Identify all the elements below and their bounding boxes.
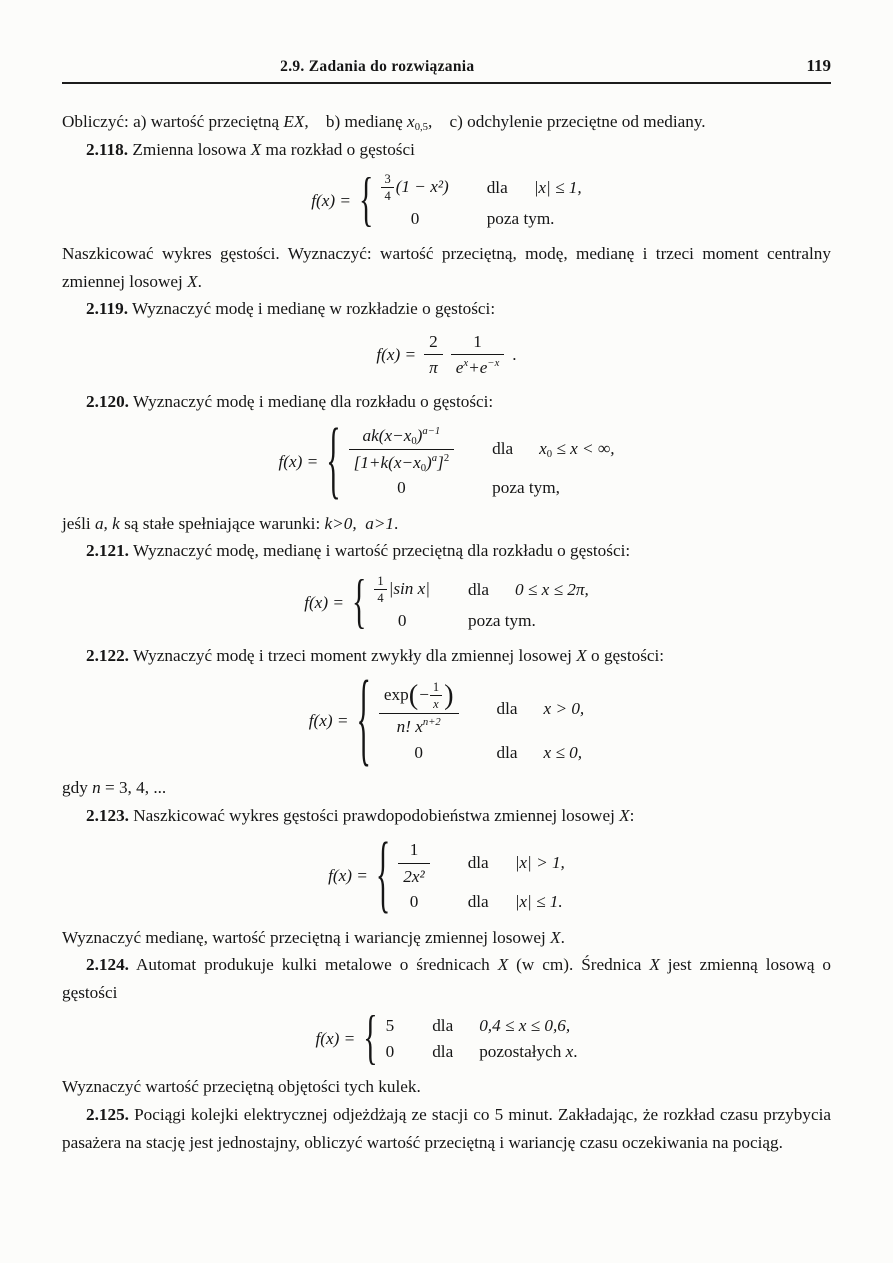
condition-word: dla <box>467 892 489 912</box>
section-title: 2.9. Zadania do rozwiązania <box>280 58 475 75</box>
problem-number: 2.118. <box>86 139 129 159</box>
case-row <box>374 572 588 608</box>
equation <box>278 412 615 508</box>
math-expression: e <box>455 358 464 378</box>
math-var: X <box>550 927 561 947</box>
fraction <box>430 680 442 712</box>
condition-word: dla <box>496 742 518 762</box>
case-row <box>381 170 581 206</box>
superscript: a−1 <box>422 426 441 438</box>
problem-2-119 <box>62 295 831 323</box>
case-row <box>386 1039 578 1065</box>
fraction-numerator: 1 <box>451 330 505 356</box>
cases-brace: { <box>363 1004 378 1071</box>
fraction-denominator <box>451 355 505 379</box>
fraction-denominator: 4 <box>384 189 391 204</box>
case-row <box>349 475 615 501</box>
math-expression: 0 <box>410 208 420 228</box>
subscript: 0 <box>546 448 553 460</box>
condition-math: ≤ x < ∞, <box>552 439 615 459</box>
math-var: a, k <box>94 513 120 533</box>
paragraph-after-2-123 <box>62 924 831 952</box>
math-expression: 0 <box>397 610 407 630</box>
case-row <box>374 608 588 634</box>
subscript: 0 <box>411 436 417 447</box>
equation-lhs: f(x) = <box>376 344 417 364</box>
cases-brace: { <box>326 412 341 508</box>
minus-sign: − <box>418 684 430 704</box>
fraction-numerator: 1 <box>374 574 386 590</box>
text-run: jest zmienną losową o gęstości <box>62 955 831 1002</box>
problem-number: 2.121. <box>86 541 129 561</box>
formula-2-121 <box>62 568 831 635</box>
fraction <box>349 424 455 473</box>
fraction-denominator: x <box>433 697 439 712</box>
cases-rows <box>374 572 588 633</box>
text-run: gdy <box>62 778 93 798</box>
superscript: a <box>431 452 438 464</box>
equation <box>311 166 582 233</box>
fraction <box>398 838 429 887</box>
equation <box>328 826 565 923</box>
math-expression: 5 <box>385 1016 395 1036</box>
formula-2-118 <box>62 166 831 233</box>
problem-number: 2.124. <box>86 955 129 975</box>
math-var: X <box>576 646 587 666</box>
condition-math: x > 0, <box>543 698 585 718</box>
cases-brace: { <box>375 826 391 923</box>
text-run: Zmienna losowa <box>128 139 251 159</box>
text-run: Automat produkuje kulki metalowe o średnicach <box>128 955 498 975</box>
case-row <box>379 740 584 766</box>
equation-lhs: f(x) = <box>315 1029 356 1049</box>
text-run: = 3, 4, ... <box>100 778 167 798</box>
cases-rows <box>381 170 581 231</box>
paragraph-after-2-122 <box>62 774 831 802</box>
condition-math: 0,4 ≤ x ≤ 0,6, <box>479 1016 571 1036</box>
problem-number: 2.120. <box>86 391 129 411</box>
math-expression: 0 <box>385 1041 395 1061</box>
fraction-denominator <box>349 450 455 474</box>
math-expression: ) <box>426 452 432 472</box>
formula-2-124 <box>62 1004 831 1071</box>
case-condition <box>468 608 589 634</box>
math-expression: n! x <box>396 717 423 737</box>
subscript: 0 <box>420 462 427 474</box>
superscript: n+2 <box>422 717 441 729</box>
condition-word: poza tym, <box>492 478 560 498</box>
math-expression: 0 <box>397 478 406 498</box>
text-run: Wyznaczyć medianę, wartość przeciętną i wariancję zmiennej losowej <box>62 927 551 947</box>
equation-lhs: f(x) = <box>328 865 368 885</box>
superscript: −x <box>487 358 500 370</box>
text-run: : <box>629 805 635 825</box>
case-row <box>349 422 615 475</box>
problem-2-123 <box>62 802 831 830</box>
condition-math: x ≤ 0, <box>543 742 583 762</box>
case-expression <box>381 170 486 206</box>
fraction-denominator <box>379 714 459 738</box>
condition-word: poza tym. <box>486 208 555 228</box>
case-expression <box>386 1013 433 1039</box>
math-expression: [1+k(x−x <box>353 452 421 472</box>
text-run: . <box>197 271 202 291</box>
math-var: X <box>649 955 660 975</box>
text-run: Wyznaczyć modę i trzeci moment zwykły dla zmiennej losowej <box>128 646 577 666</box>
math-expression: 0 <box>414 742 424 762</box>
case-expression <box>349 475 493 501</box>
case-condition <box>492 475 614 501</box>
page-header <box>62 58 831 84</box>
text-run: Naszkicować wykres gęstości. Wyznaczyć: wartość przeciętną, modę, medianę i trzeci moment centralny zmiennej losowej <box>62 244 831 291</box>
case-row <box>386 1013 578 1039</box>
math-var: x <box>407 112 415 131</box>
fraction <box>381 172 393 204</box>
sentence-period: . <box>512 344 517 364</box>
condition-word: dla <box>492 439 514 459</box>
equation-lhs: f(x) = <box>278 451 319 471</box>
condition-word: dla <box>432 1016 454 1036</box>
paragraph-after-2-124 <box>62 1073 831 1101</box>
fraction <box>374 574 386 606</box>
problem-number: 2.119. <box>86 299 129 319</box>
text-run: Naszkicować wykres gęstości prawdopodobieństwa zmiennej losowej <box>128 805 620 825</box>
math-var: n <box>92 778 101 798</box>
fraction-numerator <box>349 424 455 450</box>
condition-math: x <box>539 439 547 459</box>
fraction-numerator: 3 <box>381 172 393 188</box>
function-name: exp <box>383 684 409 704</box>
condition-word: . <box>573 1041 578 1061</box>
condition-word: poza tym. <box>468 610 536 630</box>
formula-2-122 <box>62 661 831 778</box>
fraction <box>379 679 459 738</box>
case-row <box>398 889 565 915</box>
case-expression <box>374 608 468 634</box>
problem-2-118 <box>62 136 831 164</box>
right-paren: ) <box>444 679 454 711</box>
condition-word: dla <box>496 698 518 718</box>
cases-brace: { <box>351 568 367 635</box>
left-paren: ( <box>408 679 419 711</box>
subscript: 0,5 <box>414 121 429 133</box>
fraction-denominator: π <box>429 358 438 378</box>
condition-math: |x| ≤ 1. <box>514 892 563 912</box>
case-expression <box>379 677 497 740</box>
text-run: , c) odchylenie przeciętne od mediany. <box>428 112 706 131</box>
math-expression: +e <box>468 358 488 378</box>
cases-brace: { <box>356 661 371 778</box>
formula-2-123 <box>62 826 831 923</box>
condition-math: |x| ≤ 1, <box>533 178 582 198</box>
cases-rows <box>349 422 615 501</box>
equation <box>308 661 585 778</box>
equation <box>376 330 516 379</box>
math-var: X <box>497 955 509 975</box>
fraction-denominator: 2x² <box>403 866 425 886</box>
problem-2-125 <box>62 1101 831 1156</box>
math-var: X <box>187 271 198 291</box>
case-condition <box>432 1013 577 1039</box>
fraction <box>451 330 505 379</box>
text-run: . <box>560 927 565 947</box>
text-run: Wyznaczyć modę, medianę i wartość przeciętną dla rozkładu o gęstości: <box>128 541 631 561</box>
problem-2-121 <box>62 537 831 565</box>
paragraph-after-2-120 <box>62 510 831 538</box>
case-condition <box>468 572 589 608</box>
case-expression <box>381 206 486 232</box>
problem-number: 2.123. <box>86 805 129 825</box>
problem-2-122 <box>62 642 831 670</box>
formula-2-120 <box>62 412 831 508</box>
equation-lhs: f(x) = <box>311 190 352 210</box>
condition-word: dla <box>432 1041 454 1061</box>
fraction-numerator <box>379 679 459 715</box>
condition-math: x <box>565 1041 574 1061</box>
equation-lhs: f(x) = <box>304 592 344 612</box>
math-var: X <box>250 139 262 159</box>
math-expression: ak(x−x <box>362 426 412 446</box>
text-run: są stałe spełniające warunki: <box>119 513 325 533</box>
text-run: , b) medianę <box>304 112 408 131</box>
math-expression: ) <box>416 426 423 446</box>
text-run: Wyznaczyć modę i medianę w rozkładzie o gęstości: <box>128 299 496 319</box>
cases-brace: { <box>359 166 374 233</box>
case-condition <box>487 206 582 232</box>
case-row <box>379 677 584 740</box>
problem-number: 2.125. <box>86 1104 129 1124</box>
case-expression <box>398 889 467 915</box>
text-run: jeśli <box>62 513 95 533</box>
case-condition <box>468 889 565 915</box>
math-var: k>0, a>1 <box>324 513 395 533</box>
problem-2-120 <box>62 388 831 416</box>
text-run: . <box>394 513 399 533</box>
equation <box>315 1004 578 1071</box>
condition-word: dla <box>467 853 489 873</box>
text-run: Obliczyć: a) wartość przeciętną <box>62 112 284 131</box>
text-run: Wyznaczyć wartość przeciętną objętości tych kulek. <box>62 1077 421 1097</box>
math-expression: |sin x| <box>388 578 431 598</box>
problem-number: 2.122. <box>86 646 129 666</box>
case-condition <box>497 677 585 740</box>
text-run: o gęstości: <box>586 646 665 666</box>
fraction <box>424 330 443 379</box>
case-expression <box>374 572 468 608</box>
condition-math: 0 ≤ x ≤ 2π, <box>515 580 589 599</box>
case-expression <box>379 740 497 766</box>
equation <box>304 568 589 635</box>
case-condition <box>487 170 582 206</box>
case-expression <box>398 836 467 889</box>
cases-rows <box>386 1013 578 1064</box>
case-condition <box>432 1039 577 1065</box>
paragraph-after-2-118 <box>62 240 831 295</box>
problem-2-124 <box>62 951 831 1006</box>
superscript: x <box>463 358 469 370</box>
math-expression: (1 − x²) <box>395 176 449 196</box>
cases-rows <box>398 836 565 915</box>
case-expression <box>349 422 493 475</box>
math-expression: ] <box>437 452 444 472</box>
case-row <box>398 836 565 889</box>
formula-2-119 <box>62 330 831 379</box>
paragraph-intro <box>62 108 831 136</box>
condition-word: dla <box>468 580 490 599</box>
case-row <box>381 206 581 232</box>
text-run: Wyznaczyć modę i medianę dla rozkładu o gęstości: <box>128 391 494 411</box>
case-expression <box>386 1039 433 1065</box>
equation-lhs: f(x) = <box>308 711 349 731</box>
text-run: (w cm). Średnica <box>508 955 650 975</box>
condition-word: pozostałych <box>479 1041 566 1061</box>
case-condition <box>492 422 614 475</box>
text-run: Pociągi kolejki elektrycznej odjeżdżają ze stacji co 5 minut. Zakładając, że rozkład czasu przybycia pasażera na stację jest jednostajny, obliczyć wartość przeciętną i wariancję czasu oczekiwania na pociąg. <box>62 1104 831 1152</box>
math-var: EX <box>283 112 305 131</box>
condition-math: |x| > 1, <box>514 853 565 873</box>
fraction-denominator: 4 <box>377 591 384 606</box>
case-condition <box>468 836 565 889</box>
condition-word: dla <box>486 178 508 198</box>
case-condition <box>497 740 585 766</box>
page-content <box>62 108 831 1156</box>
text-run: ma rozkład o gęstości <box>261 139 415 159</box>
math-var: X <box>619 805 630 825</box>
math-expression: 0 <box>409 892 419 912</box>
superscript: 2 <box>443 452 450 464</box>
fraction-numerator: 1 <box>430 680 442 696</box>
fraction-numerator: 1 <box>398 838 429 864</box>
cases-rows <box>379 677 584 766</box>
fraction-numerator: 2 <box>424 330 443 356</box>
page-number: 119 <box>806 56 831 75</box>
